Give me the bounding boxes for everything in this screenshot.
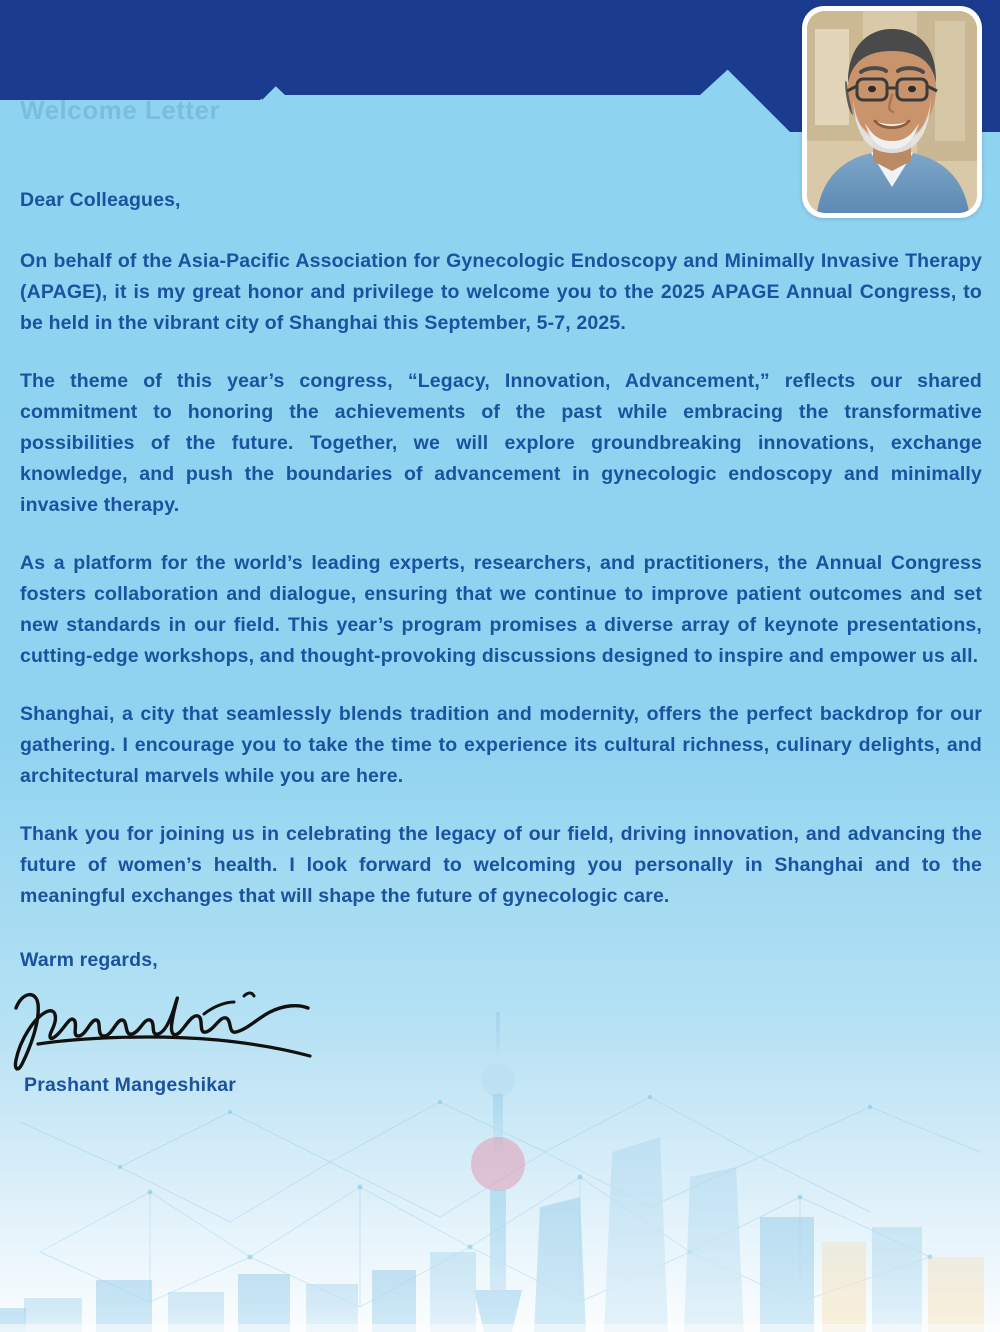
letter-body <box>20 185 982 1097</box>
letter-paragraph-2: The theme of this year’s congress, “Legacy, Innovation, Advancement,” reflects our shared commitment to honoring the achievements of the past while embracing the transformative possibilities of the future. Together, we will explore groundbreaking innovations, exchange knowledge, and push the boundaries of advancement in gynecologic endoscopy and minimally invasive therapy. <box>20 370 982 516</box>
letter-salutation: Dear Colleagues, <box>20 189 181 211</box>
signature-block <box>8 978 982 1074</box>
letter-paragraph-1: On behalf of the Asia-Pacific Association for Gynecologic Endoscopy and Minimally Invasive Therapy (APAGE), it is my great honor and privilege to welcome you to the 2025 APAGE Annual Congress, to be held in the vibrant city of Shanghai this September, 5-7, 2025. <box>20 250 982 334</box>
signature-icon <box>8 978 348 1074</box>
signer-name: Prashant Mangeshikar <box>24 1074 237 1096</box>
letter-paragraph-4: Shanghai, a city that seamlessly blends tradition and modernity, offers the perfect backdrop for our gathering. I encourage you to take the time to experience its cultural richness, culinary delights, and architectural marvels while you are here. <box>20 703 982 787</box>
letter-closing: Warm regards, <box>20 949 158 971</box>
letter-paragraph-3: As a platform for the world’s leading experts, researchers, and practitioners, the Annual Congress fosters collaboration and dialogue, ensuring that we continue to improve patient outcomes and set new standards in our field. This year’s program promises a diverse array of keynote presentations, cutting-edge workshops, and thought-provoking discussions designed to inspire and empower us all. <box>20 552 982 667</box>
letter-paragraph-5: Thank you for joining us in celebrating the legacy of our field, driving innovation, and advancing the future of women’s health. I look forward to welcoming you personally in Shanghai and to the meaningful exchanges that will shape the future of gynecologic care. <box>20 823 982 907</box>
page-title: Welcome Letter <box>20 95 221 125</box>
avatar <box>807 11 977 213</box>
portrait-frame <box>802 6 982 218</box>
portrait-photo-icon <box>807 11 977 213</box>
